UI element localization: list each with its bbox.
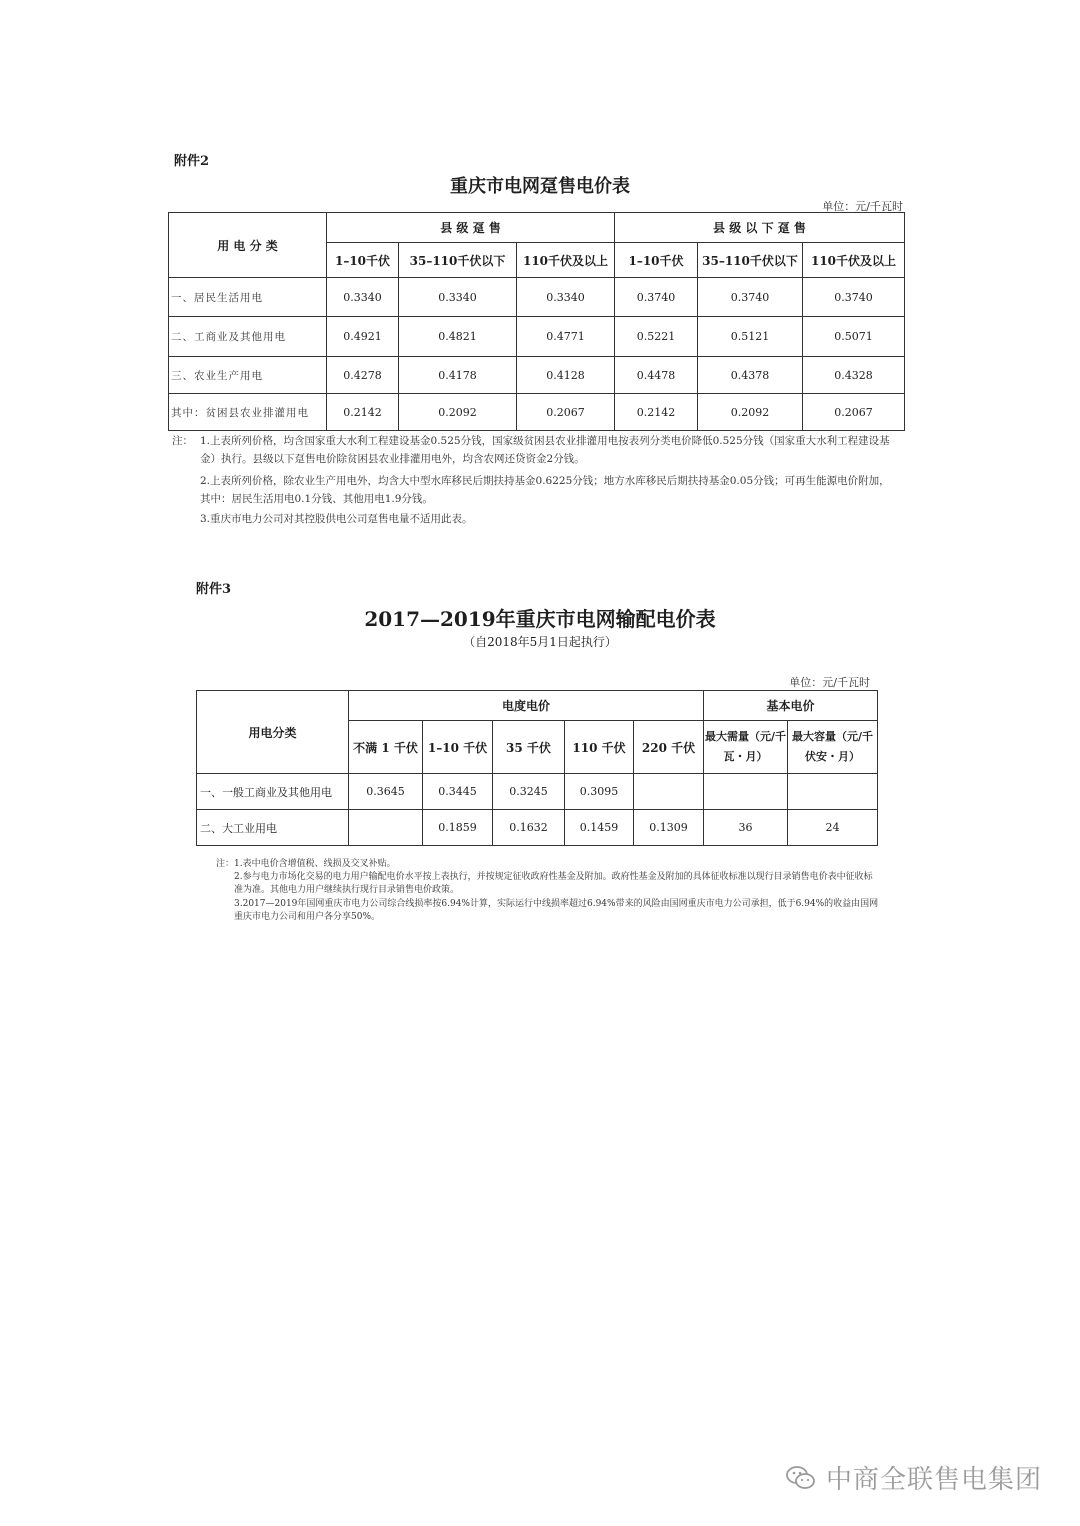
price-cell: 0.5071 <box>803 317 905 357</box>
watermark <box>786 1459 1042 1496</box>
annex3-unit: 单位：元/千瓦时 <box>789 676 870 689</box>
price-cell: 0.2142 <box>615 394 698 431</box>
table-row <box>169 278 905 317</box>
price-cell: 0.4278 <box>327 357 399 394</box>
annex3-note: 3.2017—2019年国网重庆市电力公司综合线损率按6.94%计算，实际运行中线损率超过6.94%带来的风险由国网重庆市电力公司承担，低于6.94%的收益由国网重庆市电力公司和用户各分享50%。 <box>234 899 879 922</box>
price-cell: 0.2142 <box>327 394 399 431</box>
row-category: 三、农业生产用电 <box>169 357 327 394</box>
price-cell: 0.1309 <box>634 810 704 846</box>
annex3-note: 注：1.表中电价含增值税、线损及交叉补贴。 <box>216 859 396 869</box>
price-cell <box>349 810 423 846</box>
table-row <box>197 810 878 846</box>
annex3-note: 2.参与电力市场化交易的电力用户输配电价水平按上表执行，并按规定征收政府性基金及附加。政府性基金及附加的具体征收标准以现行目录销售电价表中征收标准为准。其他电力用户继续执行现行目录销售电价政策。 <box>234 872 873 895</box>
price-cell: 0.1632 <box>493 810 565 846</box>
price-cell: 36 <box>704 810 788 846</box>
row-category: 二、工商业及其他用电 <box>169 317 327 357</box>
price-cell: 0.3340 <box>399 278 517 317</box>
watermark-text: 中商全联售电集团 <box>825 1465 1042 1495</box>
subheader: 1–10千伏 <box>327 243 399 278</box>
header-category: 用 电 分 类 <box>169 213 327 278</box>
table-row <box>197 774 878 810</box>
price-cell: 0.4921 <box>327 317 399 357</box>
table-row <box>169 394 905 431</box>
row-category: 二、大工业用电 <box>197 810 349 846</box>
price-cell: 0.4328 <box>803 357 905 394</box>
row-category: 一、居民生活用电 <box>169 278 327 317</box>
annex3-title: 2017—2019年重庆市电网输配电价表 <box>364 607 716 631</box>
price-cell: 0.3645 <box>349 774 423 810</box>
price-cell: 0.1459 <box>565 810 634 846</box>
header-category: 用电分类 <box>197 691 349 774</box>
price-cell <box>634 774 704 810</box>
annex2-title: 重庆市电网趸售电价表 <box>450 176 630 197</box>
subheader: 1–10 千伏 <box>423 721 493 774</box>
annex3-subtitle: （自2018年5月1日起执行） <box>463 635 617 649</box>
header-subcounty-wholesale: 县 级 以 下 趸 售 <box>615 213 905 243</box>
annex2-note: 3.重庆市电力公司对其控股供电公司趸售电量不适用此表。 <box>200 513 473 525</box>
annex2-notes-prefix: 注： <box>172 435 193 447</box>
annex2-label: 附件2 <box>174 154 210 169</box>
price-cell <box>704 774 788 810</box>
annex2-note: 1.上表所列价格，均含国家重大水利工程建设基金0.525分钱，国家级贫困县农业排灌用电按表列分类电价降低0.525分钱（国家重大水利工程建设基金）执行。县级以下趸售电价除贫困县农业排灌用电外，均含农网还贷资金2分钱。 <box>200 435 890 465</box>
subheader: 110千伏及以上 <box>517 243 615 278</box>
wechat-icon <box>786 1465 816 1491</box>
price-cell: 0.3740 <box>615 278 698 317</box>
annex3-label: 附件3 <box>196 582 232 597</box>
subheader: 35 千伏 <box>493 721 565 774</box>
price-cell: 0.3340 <box>327 278 399 317</box>
price-cell: 0.5221 <box>615 317 698 357</box>
price-cell: 0.3445 <box>423 774 493 810</box>
annex3-table <box>196 690 878 846</box>
price-cell: 0.4478 <box>615 357 698 394</box>
annex2-unit: 单位：元/千瓦时 <box>822 200 903 213</box>
price-cell: 0.5121 <box>698 317 803 357</box>
price-cell: 0.2067 <box>517 394 615 431</box>
subheader: 110 千伏 <box>565 721 634 774</box>
price-cell: 0.3095 <box>565 774 634 810</box>
subheader: 110千伏及以上 <box>803 243 905 278</box>
subheader: 1–10千伏 <box>615 243 698 278</box>
annex2-note: 2.上表所列价格，除农业生产用电外，均含大中型水库移民后期扶持基金0.6225分钱；地方水库移民后期扶持基金0.05分钱；可再生能源电价附加，其中：居民生活用电0.1分钱、其他用电1.9分钱。 <box>200 475 890 505</box>
subheader: 220 千伏 <box>634 721 704 774</box>
annex2-table <box>168 212 905 431</box>
price-cell: 0.3340 <box>517 278 615 317</box>
price-cell: 0.2092 <box>399 394 517 431</box>
row-category: 一、一般工商业及其他用电 <box>197 774 349 810</box>
price-cell: 0.2067 <box>803 394 905 431</box>
subheader: 最大需量（元/千瓦・月） <box>704 721 788 774</box>
row-category: 其中：贫困县农业排灌用电 <box>169 394 327 431</box>
header-county-wholesale: 县 级 趸 售 <box>327 213 615 243</box>
price-cell: 0.4378 <box>698 357 803 394</box>
price-cell <box>788 774 878 810</box>
price-cell: 0.4178 <box>399 357 517 394</box>
subheader: 不满 1 千伏 <box>349 721 423 774</box>
price-cell: 0.2092 <box>698 394 803 431</box>
price-cell: 0.3740 <box>698 278 803 317</box>
price-cell: 0.3245 <box>493 774 565 810</box>
header-basic-price: 基本电价 <box>704 691 878 721</box>
table-row <box>169 357 905 394</box>
subheader: 35–110千伏以下 <box>399 243 517 278</box>
price-cell: 0.3740 <box>803 278 905 317</box>
price-cell: 24 <box>788 810 878 846</box>
price-cell: 0.4128 <box>517 357 615 394</box>
subheader: 最大容量（元/千伏安・月） <box>788 721 878 774</box>
table-row <box>169 317 905 357</box>
price-cell: 0.4771 <box>517 317 615 357</box>
price-cell: 0.1859 <box>423 810 493 846</box>
price-cell: 0.4821 <box>399 317 517 357</box>
header-energy-price: 电度电价 <box>349 691 704 721</box>
subheader: 35–110千伏以下 <box>698 243 803 278</box>
